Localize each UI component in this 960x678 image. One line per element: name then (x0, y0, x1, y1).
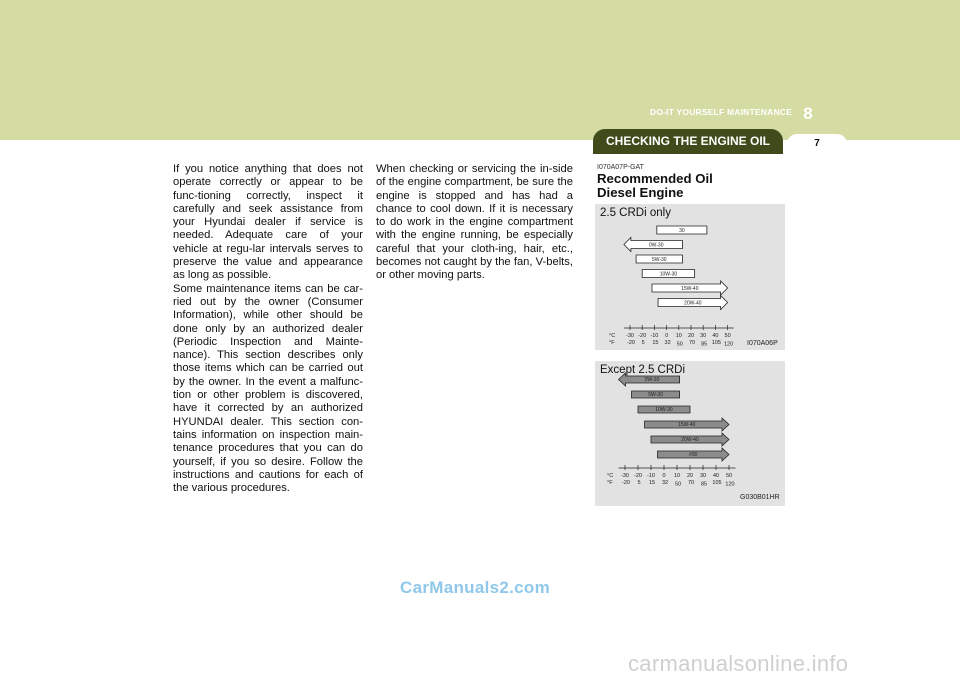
fahrenheit-tick-label: 15 (652, 340, 659, 346)
oil-chart-crdi-only (595, 204, 785, 350)
celsius-tick-label: 40 (712, 333, 719, 339)
viscosity-grade-label: 0W-30 (648, 242, 664, 249)
figure-code: I070A06P (747, 340, 778, 347)
figure-code: G030B01HR (740, 494, 780, 501)
fahrenheit-tick-label: -20 (622, 480, 630, 486)
chart-title: Except 2.5 CRDi (600, 364, 686, 376)
celsius-tick-label: 30 (700, 333, 707, 339)
section-name: DO-IT YOURSELF MAINTENANCE (650, 107, 792, 117)
fahrenheit-tick-label: 105 (712, 480, 722, 486)
chart-title: 2.5 CRDi only (600, 207, 671, 219)
fahrenheit-tick-label: 120 (725, 481, 735, 488)
celsius-unit-label: °C (607, 473, 614, 479)
celsius-tick-label: 10 (673, 473, 681, 479)
section-title (597, 172, 713, 199)
section-code: I070A07P-GAT (597, 164, 644, 171)
celsius-tick-label: 0 (662, 473, 666, 479)
celsius-tick-label: -30 (626, 333, 634, 339)
watermark-carmanuals2[interactable]: CarManuals2.com (400, 578, 550, 597)
celsius-tick-label: -10 (650, 333, 659, 339)
fahrenheit-tick-label: 85 (701, 341, 708, 348)
viscosity-grade-label: 15W-40 (678, 422, 696, 429)
viscosity-grade-label: 10W-30 (655, 407, 673, 414)
fahrenheit-tick-label: 50 (676, 341, 683, 348)
paragraph-intro: If you notice anything that does not operate correctly or appear to be func-tioning correctly, inspect it carefully and seek assistance from your Hyundai dealer if service is needed. Adequate care of your vehicle at regu-lar intervals serves to preserve the value and appearance as long as possible. (173, 163, 363, 282)
fahrenheit-tick-label: 70 (687, 480, 695, 486)
fahrenheit-tick-label: 50 (674, 481, 682, 488)
viscosity-grade-label: 5W-30 (651, 257, 667, 264)
celsius-tick-label: 30 (699, 473, 707, 479)
middle-column-text (376, 163, 573, 283)
fahrenheit-tick-label: 5 (637, 480, 641, 486)
fahrenheit-tick-label: 70 (688, 340, 696, 346)
celsius-tick-label: 50 (725, 473, 733, 479)
viscosity-grade-label: 10W-30 (659, 271, 678, 278)
celsius-tick-label: -10 (647, 473, 655, 479)
chapter-number: 8 (803, 104, 813, 123)
paragraph-maintenance: Some maintenance items can be car-ried out by the owner (Consumer Information), while other should be done only by an authorized dealer (Periodic Inspection and Mainte-nance). This section describes only those items which can be carried out by the owner. In the event a malfunc-tion or other problem is discovered, have it corrected by an authorized HYUNDAI dealer. This section con-tains information on inspection main-tenance procedures that you can do yourself, if you so desire. Follow the instructions and cautions for each of the various procedures. (173, 282, 363, 495)
page-title: CHECKING THE ENGINE OIL (593, 129, 783, 154)
oil-chart-except-crdi (595, 361, 785, 506)
fahrenheit-tick-label: 105 (711, 340, 721, 346)
page-number: 7 (787, 134, 847, 154)
fahrenheit-tick-label: 120 (724, 341, 734, 348)
fahrenheit-tick-label: -20 (627, 340, 635, 346)
celsius-tick-label: -20 (638, 333, 647, 339)
section-title-line2: Diesel Engine (597, 184, 684, 200)
oil-viscosity-chart (595, 204, 785, 350)
fahrenheit-unit-label: °F (609, 340, 615, 346)
celsius-unit-label: °C (609, 333, 616, 339)
celsius-tick-label: 20 (687, 333, 695, 339)
viscosity-grade-label: 20W-40 (684, 300, 702, 307)
viscosity-grade-label: 0W-30 (644, 377, 660, 384)
viscosity-grade-label: 20W-40 (681, 437, 699, 444)
celsius-tick-label: 20 (686, 473, 694, 479)
celsius-tick-label: -20 (634, 473, 642, 479)
fahrenheit-tick-label: 85 (700, 481, 708, 488)
viscosity-grade-label: 30 (679, 228, 685, 235)
celsius-tick-label: 40 (712, 473, 720, 479)
fahrenheit-tick-label: 32 (664, 340, 671, 346)
watermark-carmanualsonline: carmanualsonline.info (628, 651, 849, 676)
celsius-tick-label: 50 (724, 333, 731, 339)
paragraph-engine-warning: When checking or servicing the in-side of the engine compartment, be sure the engine is stopped and has had a chance to cool down. If it is necessary to do work in the engine compartment with the engine running, be especially careful that your cloth-ing, hair, etc., becomes not caught by the fan, V-belts, or other moving parts. (376, 163, 573, 282)
fahrenheit-tick-label: 5 (641, 340, 645, 346)
viscosity-grade-label: 15W-40 (681, 286, 699, 293)
viscosity-grade-label: #30 (689, 452, 698, 459)
fahrenheit-tick-label: 32 (661, 480, 669, 486)
celsius-tick-label: 0 (665, 333, 669, 339)
left-column-text (173, 163, 363, 495)
viscosity-grade-label: 5W-30 (648, 392, 663, 399)
celsius-tick-label: 10 (675, 333, 682, 339)
celsius-tick-label: -30 (621, 473, 629, 479)
section-title-line1: Recommended Oil (597, 171, 713, 186)
fahrenheit-unit-label: °F (607, 480, 613, 486)
fahrenheit-tick-label: 15 (648, 480, 656, 486)
oil-viscosity-chart (595, 361, 785, 506)
